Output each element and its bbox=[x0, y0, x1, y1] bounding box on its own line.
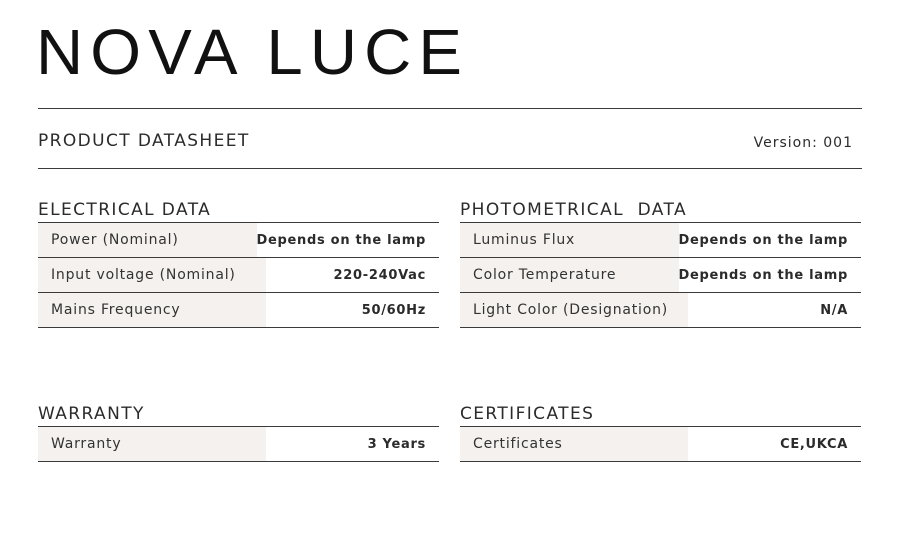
row-label: Certificates bbox=[460, 427, 688, 461]
version-label: Version: 001 bbox=[753, 135, 853, 151]
section-title: PHOTOMETRICAL DATA bbox=[460, 200, 687, 220]
row-value: Depends on the lamp bbox=[256, 232, 426, 248]
photometrical-table bbox=[460, 222, 861, 328]
row-label: Light Color (Designation) bbox=[460, 293, 688, 327]
section-title: WARRANTY bbox=[38, 404, 145, 424]
row-label: Input voltage (Nominal) bbox=[38, 258, 266, 292]
brand-logo: NOVA LUCE bbox=[36, 16, 470, 88]
table-row bbox=[460, 293, 861, 328]
table-row bbox=[38, 258, 439, 293]
table-row bbox=[460, 258, 861, 293]
row-value: N/A bbox=[820, 302, 848, 318]
document-title: PRODUCT DATASHEET bbox=[38, 131, 250, 151]
row-label: Mains Frequency bbox=[38, 293, 266, 327]
table-row bbox=[460, 427, 861, 462]
certificates-section bbox=[460, 402, 861, 462]
row-value: 220-240Vac bbox=[333, 267, 426, 283]
row-value: 3 Years bbox=[367, 436, 426, 452]
row-value: Depends on the lamp bbox=[678, 232, 848, 248]
warranty-table bbox=[38, 426, 439, 462]
electrical-data-section bbox=[38, 198, 439, 328]
row-label: Power (Nominal) bbox=[38, 223, 257, 257]
table-row bbox=[460, 223, 861, 258]
photometrical-data-section bbox=[460, 198, 861, 328]
row-value: 50/60Hz bbox=[361, 302, 426, 318]
row-value: Depends on the lamp bbox=[678, 267, 848, 283]
row-label: Color Temperature bbox=[460, 258, 679, 292]
row-label: Warranty bbox=[38, 427, 266, 461]
table-row bbox=[38, 427, 439, 462]
section-title: CERTIFICATES bbox=[460, 404, 595, 424]
certificates-table bbox=[460, 426, 861, 462]
table-row bbox=[38, 293, 439, 328]
warranty-section bbox=[38, 402, 439, 462]
electrical-table bbox=[38, 222, 439, 328]
header-divider-top bbox=[38, 108, 862, 109]
table-row bbox=[38, 223, 439, 258]
header-divider-bottom bbox=[38, 168, 862, 169]
section-title: ELECTRICAL DATA bbox=[38, 200, 212, 220]
row-value: CE,UKCA bbox=[780, 436, 848, 452]
row-label: Luminus Flux bbox=[460, 223, 679, 257]
